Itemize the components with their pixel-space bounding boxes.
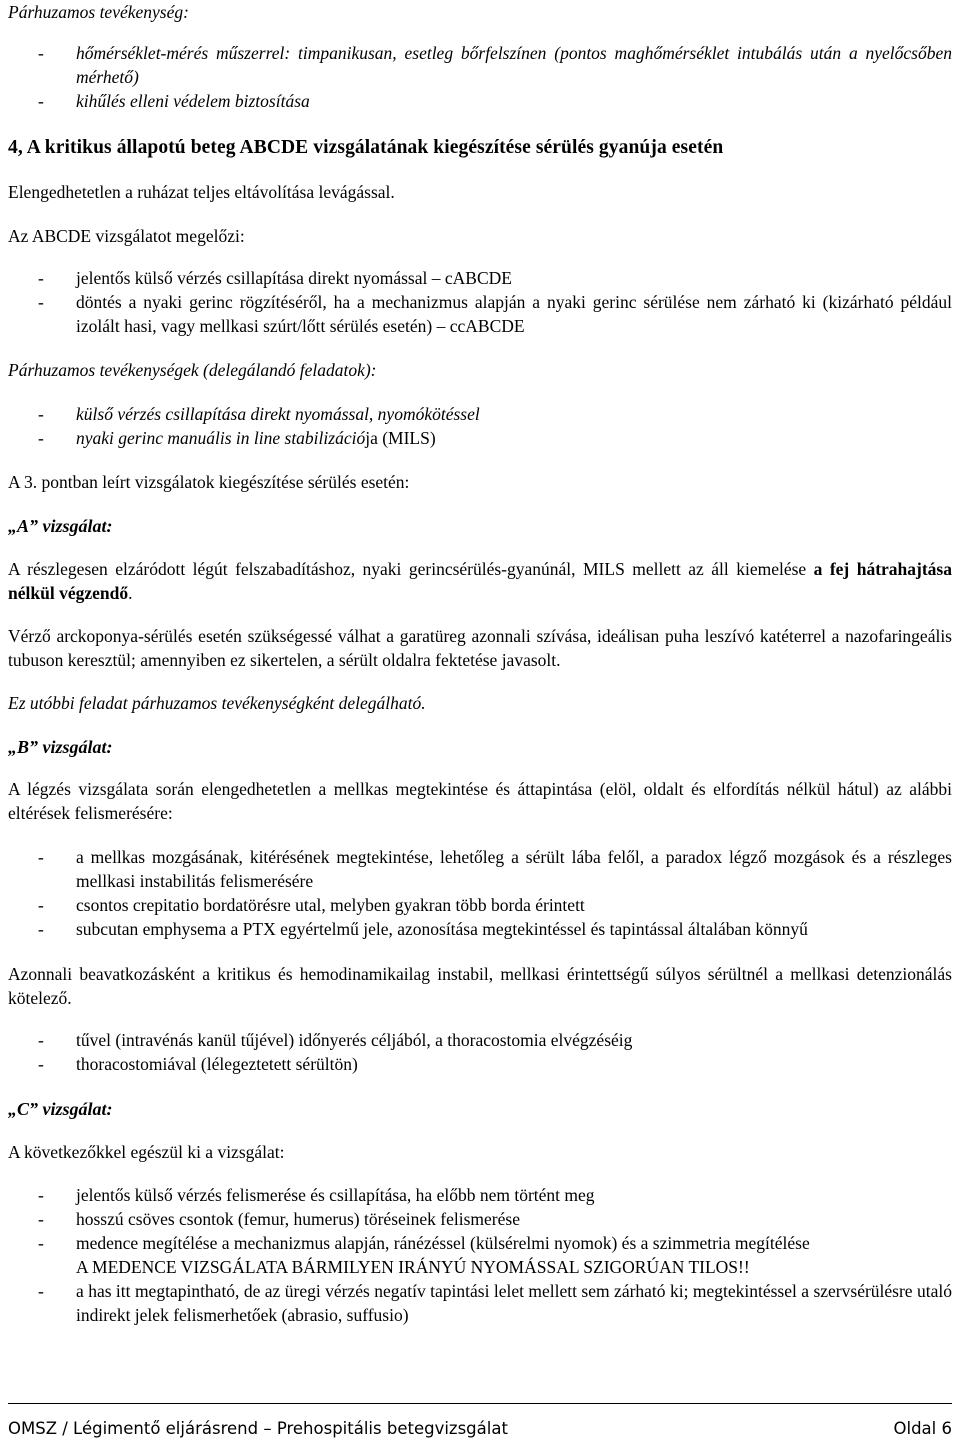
point3-text: A 3. pontban leírt vizsgálatok kiegészítése sérülés esetén: (8, 472, 410, 492)
footer-title: OMSZ / Légimentő eljárásrend – Prehospitális betegvizsgálat (8, 1419, 508, 1438)
list-item: - hőmérséklet-mérés műszerrel: timpanikusan, esetleg bőrfelszínen (pontos maghőmérséklet intubálás után a nyelőcsőben mérhető) (38, 43, 952, 87)
list-item: - a has itt megtapintható, de az üregi vérzés negatív tapintási lelet mellett sem zárható ki; megtekintéssel a szervsérülésre utaló indirekt jelek felismerhetőek (abrasio, suffusio) (38, 1281, 952, 1325)
c-exam-list (8, 1183, 952, 1327)
a-exam-note: Ez utóbbi feladat párhuzamos tevékenységként delegálható. (8, 693, 426, 713)
pre-abcde-title: Az ABCDE vizsgálatot megelőzi: (8, 226, 245, 246)
b-exam-text: A légzés vizsgálata során elengedhetetlen a mellkas megtekintése és áttapintása (elöl, oldalt és elfordítás nélkül hátul) az alábbi eltérések felismerésére: (8, 779, 952, 823)
list-item: - nyaki gerinc manuális in line stabilizációja (MILS) (38, 428, 436, 448)
list-item: - medence megítélése a mechanizmus alapján, ránézéssel (külsérelmi nyomok) és a szimmetria megítélése A MEDENCE VIZSGÁLATA BÁRMILYEN IRÁNYÚ NYOMÁSSAL SZIGORÚAN TILOS!! (8, 1231, 952, 1279)
list-item: - kihűlés elleni védelem biztosítása (38, 91, 310, 111)
c-exam-label: „C” vizsgálat: (8, 1099, 113, 1119)
c-exam-text: A következőkkel egészül ki a vizsgálat: (8, 1142, 285, 1162)
footer-divider (8, 1403, 952, 1404)
section-heading: 4, A kritikus állapotú beteg ABCDE vizsgálatának kiegészítése sérülés gyanúja esetén (8, 137, 724, 158)
intro-text: Elengedhetetlen a ruházat teljes eltávolítása levágással. (8, 182, 395, 202)
list-item: - tűvel (intravénás kanül tűjével) időnyerés céljából, a thoracostomia elvégzéséig (38, 1030, 633, 1050)
page-number: Oldal 6 (893, 1419, 952, 1438)
a-exam-label: „A” vizsgálat: (8, 516, 113, 536)
list-item: - a mellkas mozgásának, kitérésének megtekintése, lehetőleg a sérült lába felől, a paradox légző mozgások és a részleges mellkasi instabilitás felismerésére (38, 847, 952, 891)
delegable-tasks-title: Párhuzamos tevékenységek (delegálandó feladatok): (8, 360, 377, 380)
list-item: - thoracostomiával (lélegeztetett sérültön) (38, 1054, 358, 1074)
a-exam-text-2: Vérző arckoponya-sérülés esetén szükségessé válhat a garatüreg azonnali szívása, ideálisan puha leszívó katéterrel a nazofaringeális tubuson keresztül; amennyiben ez sikertelen, a sérült oldalra fektetése javasolt. (8, 626, 952, 670)
list-item: - subcutan emphysema a PTX egyértelmű jele, azonosítása megtekintéssel és tapintással általában könnyű (38, 919, 808, 939)
a-exam-text: A részlegesen elzáródott légút felszabadításhoz, nyaki gerincsérülés-gyanúnál, MILS mellett az áll kiemelése a fej hátrahajtása nélkül végzendő. (8, 559, 952, 603)
pre-abcde-list (8, 266, 952, 338)
delegable-tasks-list (8, 402, 952, 450)
parallel-activity-list (8, 41, 952, 113)
list-item: - külső vérzés csillapítása direkt nyomással, nyomókötéssel (38, 404, 480, 424)
pelvis-warning: A MEDENCE VIZSGÁLATA BÁRMILYEN IRÁNYÚ NYOMÁSSAL SZIGORÚAN TILOS!! (76, 1257, 750, 1277)
list-item: - csontos crepitatio bordatörésre utal, melyben gyakran több borda érintett (38, 895, 585, 915)
list-item: - hosszú csöves csontok (femur, humerus) töréseinek felismerése (38, 1209, 520, 1229)
b-exam-list-2 (8, 1028, 952, 1076)
list-item: - döntés a nyaki gerinc rögzítéséről, ha a mechanizmus alapján a nyaki gerinc sérülése nem zárható ki (kizárható például izolált hasi, vagy mellkasi szúrt/lőtt sérülés esetén) – ccABCDE (38, 292, 952, 336)
list-item: - jelentős külső vérzés csillapítása direkt nyomással – cABCDE (38, 268, 512, 288)
b-exam-list (8, 845, 952, 941)
b-exam-label: „B” vizsgálat: (8, 737, 113, 757)
b-exam-text-2: Azonnali beavatkozásként a kritikus és hemodinamikailag instabil, mellkasi érintettségű súlyos sérültnél a mellkasi detenzionálás kötelező. (8, 964, 952, 1008)
list-item: - jelentős külső vérzés felismerése és csillapítása, ha előbb nem történt meg (38, 1185, 595, 1205)
parallel-activity-title: Párhuzamos tevékenység: (8, 2, 189, 22)
